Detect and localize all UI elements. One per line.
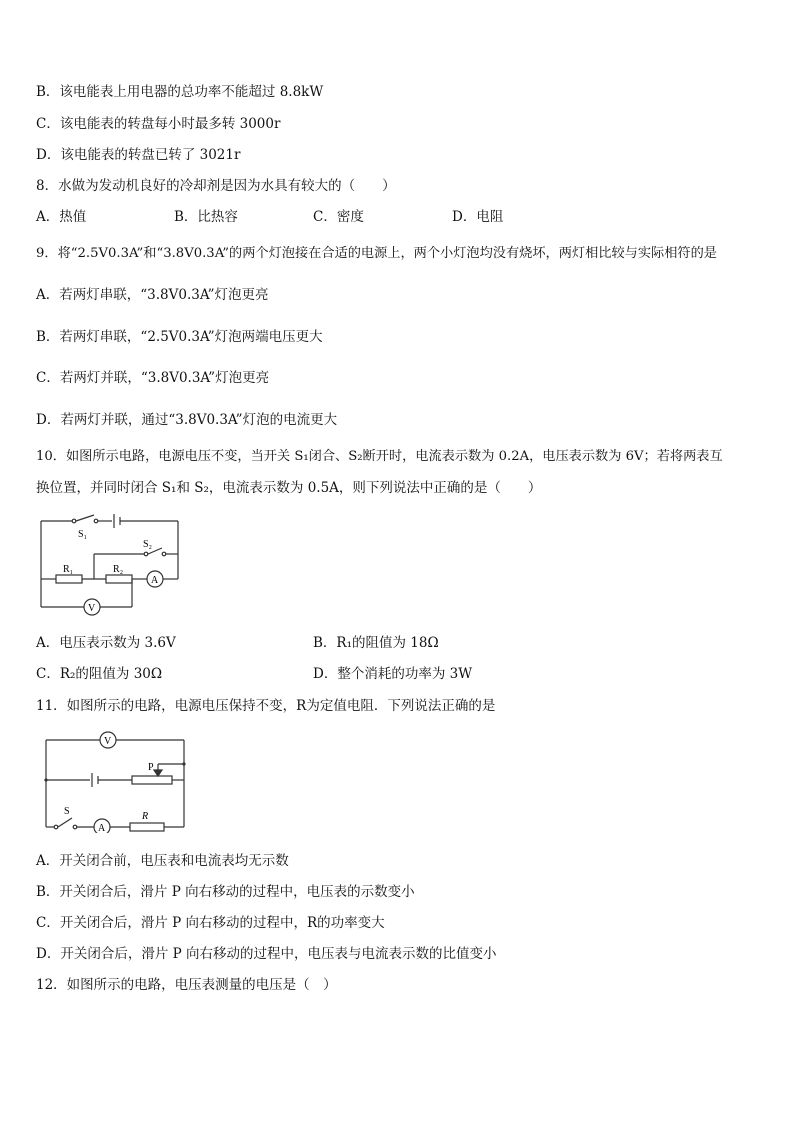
q10-s2-label: S₂ bbox=[143, 539, 153, 550]
q10-option-c: C．R₂的阻值为 30Ω bbox=[36, 666, 163, 682]
q11-voltmeter-label: V bbox=[104, 736, 112, 747]
q9-option-d: D．若两灯并联，通过“3.8V0.3A”灯泡的电流更大 bbox=[36, 412, 338, 428]
q11-option-a: A．开关闭合前，电压表和电流表均无示数 bbox=[36, 853, 289, 869]
q11-resistor-label: R bbox=[142, 811, 149, 822]
q11-circuit-diagram bbox=[38, 728, 188, 833]
q8-option-d: D．电阻 bbox=[452, 209, 504, 225]
q10-s1-label: S₁ bbox=[78, 529, 88, 540]
q11-ammeter-label: A bbox=[98, 823, 106, 833]
q10-ammeter-label: A bbox=[151, 575, 159, 586]
q9-option-b: B．若两灯串联，“2.5V0.3A”灯泡两端电压更大 bbox=[36, 329, 323, 345]
q10-voltmeter-label: V bbox=[88, 603, 96, 614]
q11-slider-label: P bbox=[148, 762, 154, 773]
q10-option-d: D．整个消耗的功率为 3W bbox=[313, 666, 473, 682]
q11-option-c: C．开关闭合后，滑片 P 向右移动的过程中，R的功率变大 bbox=[36, 915, 385, 931]
q10-r1-label: R₁ bbox=[63, 564, 74, 575]
q8-stem: 8．水做为发动机良好的冷却剂是因为水具有较大的（ ） bbox=[36, 178, 396, 194]
q10-stem-line2: 换位置，并同时闭合 S₁和 S₂，电流表示数为 0.5A，则下列说法中正确的是（ ） bbox=[36, 480, 542, 496]
q8-option-b: B．比热容 bbox=[174, 209, 238, 225]
q7-option-d: D．该电能表的转盘已转了 3021r bbox=[36, 147, 241, 163]
q12-stem: 12．如图所示的电路，电压表测量的电压是（ ） bbox=[36, 977, 337, 993]
q10-r2-label: R₂ bbox=[113, 564, 124, 575]
q10-stem-line1: 10．如图所示电路，电源电压不变，当开关 S₁闭合、S₂断开时，电流表示数为 0.2A，电压表示数为 6V；若将两表互 bbox=[36, 449, 723, 464]
q11-option-b: B．开关闭合后，滑片 P 向右移动的过程中，电压表的示数变小 bbox=[36, 884, 415, 900]
q10-option-a: A．电压表示数为 3.6V bbox=[36, 635, 176, 651]
q8-option-c: C．密度 bbox=[313, 209, 364, 225]
q9-option-a: A．若两灯串联，“3.8V0.3A”灯泡更亮 bbox=[36, 287, 269, 303]
q7-option-c: C．该电能表的转盘每小时最多转 3000r bbox=[36, 116, 281, 132]
q9-option-c: C．若两灯并联，“3.8V0.3A”灯泡更亮 bbox=[36, 370, 270, 386]
q11-switch-label: S bbox=[64, 806, 70, 817]
q9-stem: 9．将“2.5V0.3A”和“3.8V0.3A”的两个灯泡接在合适的电源上，两个小灯泡均没有烧坏，两灯相比较与实际相符的是 bbox=[36, 246, 717, 261]
q8-option-a: A．热值 bbox=[36, 209, 87, 225]
q7-option-b: B．该电能表上用电器的总功率不能超过 8.8kW bbox=[36, 84, 324, 100]
q10-circuit-diagram bbox=[34, 509, 184, 617]
q11-option-d: D．开关闭合后，滑片 P 向右移动的过程中，电压表与电流表示数的比值变小 bbox=[36, 946, 497, 962]
q10-option-b: B．R₁的阻值为 18Ω bbox=[313, 635, 439, 651]
q11-stem: 11．如图所示的电路，电源电压保持不变，R为定值电阻．下列说法正确的是 bbox=[36, 698, 496, 714]
